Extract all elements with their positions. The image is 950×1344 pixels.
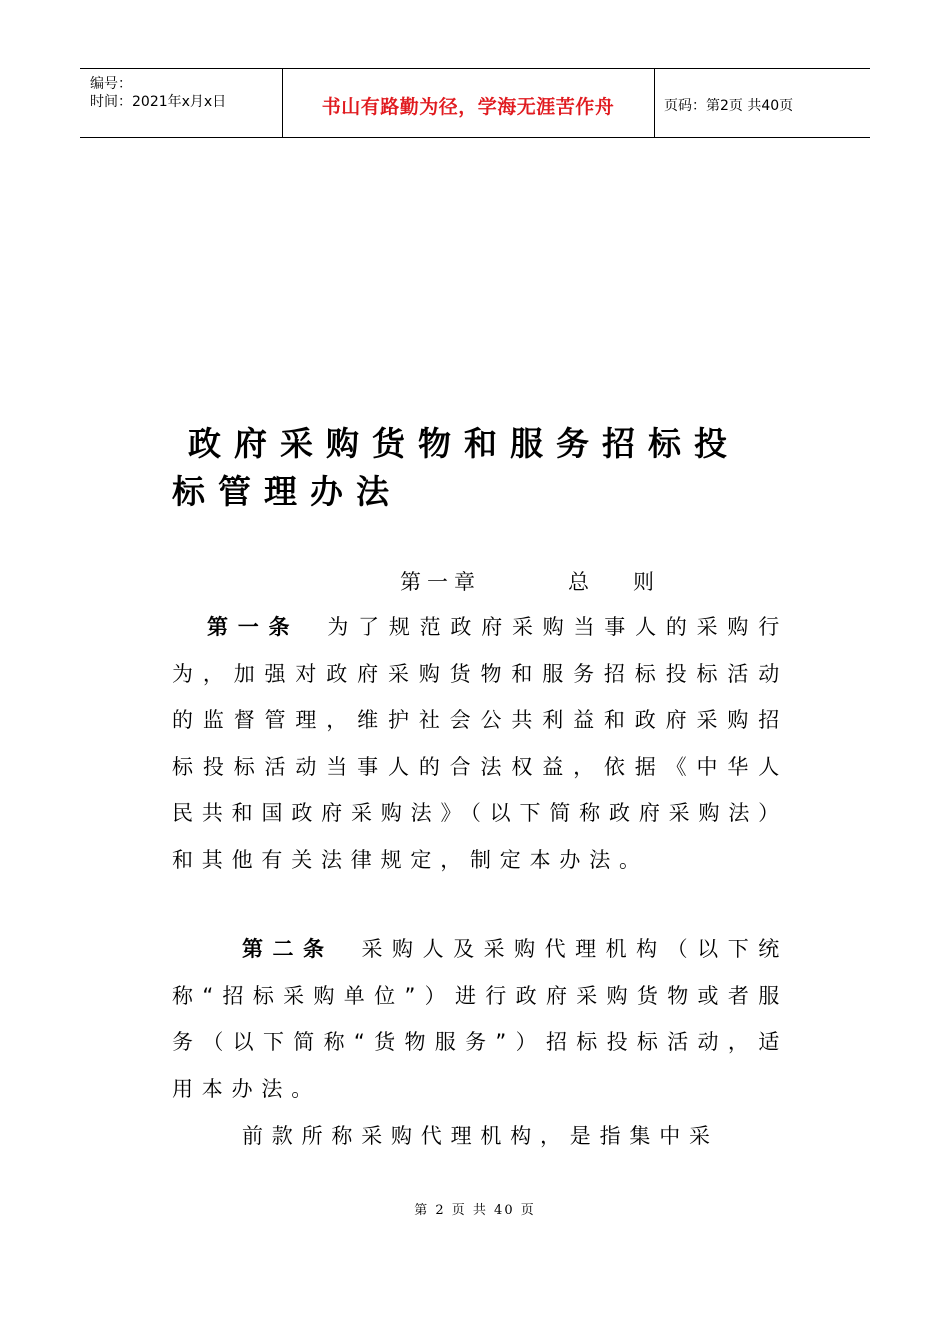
chapter-title: 总则 <box>568 570 698 594</box>
header-page-cell <box>654 69 870 137</box>
article-2-text: 采购人及采购代理机构（以下统称“招标采购单位”）进行政府采购货物或者服务（以下简称“货物服务”）招标投标活动，适用本办法。 <box>172 937 789 1101</box>
article-1-text: 为了规范政府采购当事人的采购行为，加强对政府采购货物和服务招标投标活动的监督管理，维护社会公共利益和政府采购招标投标活动当事人的合法权益，依据《中华人民共和国政府采购法》（以下简称政府采购法）和其他有关法律规定，制定本办法。 <box>172 615 788 872</box>
motto-text: 书山有路勤为径，学海无涯苦作舟 <box>321 96 615 118</box>
paragraph-3: 前款所称采购代理机构，是指集中采 <box>242 1124 719 1148</box>
chapter-heading <box>400 566 698 596</box>
header-meta-cell <box>80 69 283 137</box>
header-motto-cell <box>282 69 655 137</box>
chapter-number: 第一章 <box>400 570 481 594</box>
article-2-label: 第二条 <box>242 937 334 961</box>
article-1-label: 第一条 <box>207 615 300 639</box>
time-label: 时间：2021年x月x日 <box>90 94 227 110</box>
page-info: 页码：第2页 共40页 <box>664 98 794 114</box>
document-header <box>80 68 870 138</box>
document-title-line-2: 标管理办法 <box>172 472 402 511</box>
article-2 <box>172 926 788 1112</box>
page-footer: 第 2 页 共 40 页 <box>414 1203 536 1218</box>
article-1 <box>172 604 788 883</box>
document-title-line-1: 政府采购货物和服务招标投 <box>188 424 740 463</box>
number-label: 编号： <box>90 76 132 92</box>
